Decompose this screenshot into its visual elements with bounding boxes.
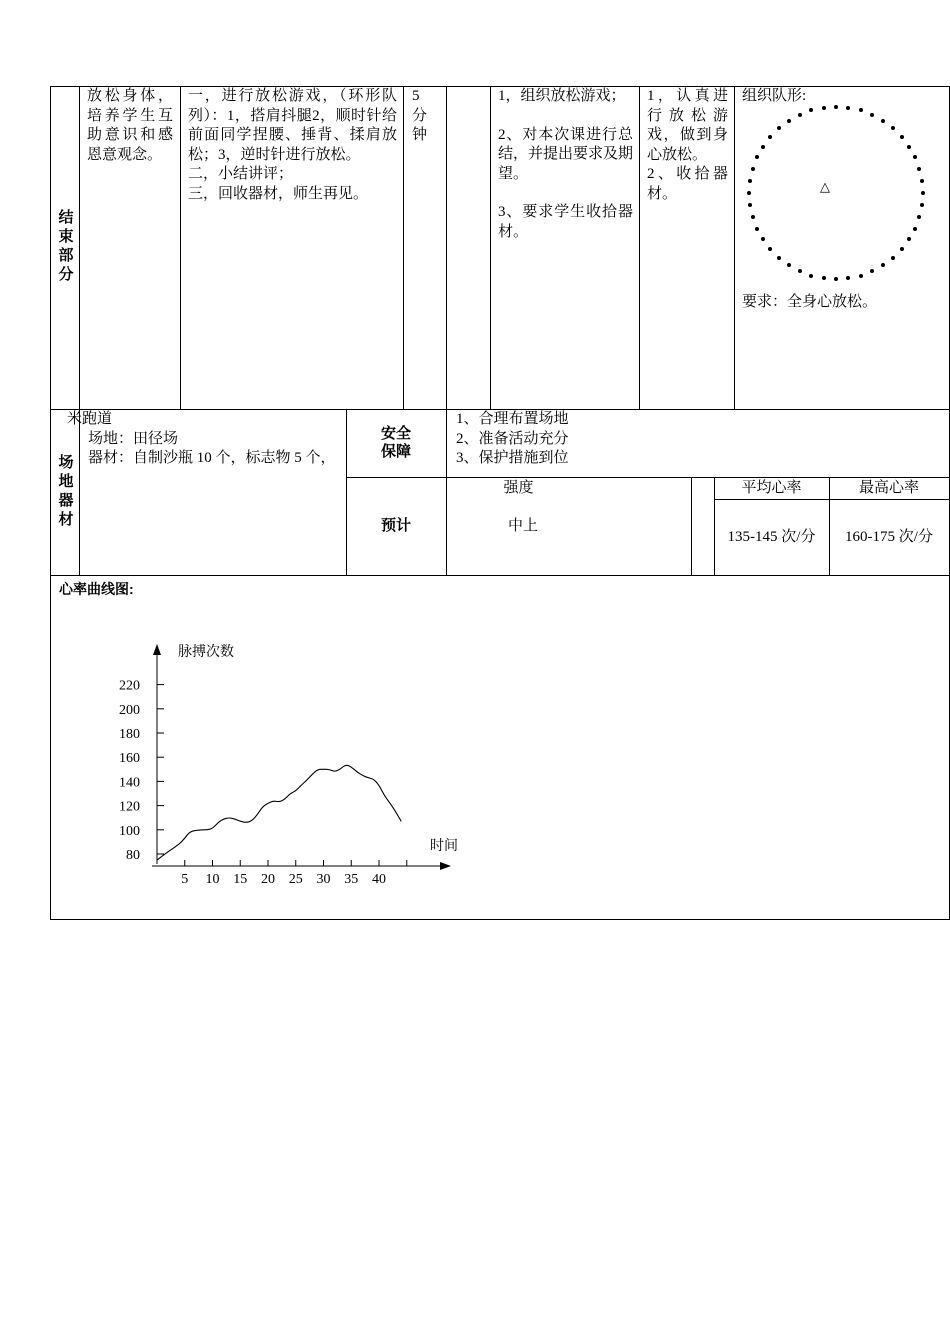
student-dot xyxy=(913,227,917,231)
student-dot xyxy=(755,155,759,159)
y-tick-label: 200 xyxy=(119,702,140,718)
student-dot xyxy=(870,269,874,273)
teacher-marker-icon: △ xyxy=(820,180,830,195)
student-dot xyxy=(777,256,781,260)
venue-section-label: 场地器材 xyxy=(58,455,74,528)
heart-rate-title: 心率曲线图: xyxy=(59,581,134,597)
circle-formation xyxy=(736,100,936,295)
x-tick-label: 30 xyxy=(316,872,331,887)
forecast-label: 预计 xyxy=(380,518,411,534)
ending-content-line: 二，小结讲评； xyxy=(188,166,294,182)
intensity-header: 强度 xyxy=(503,480,534,496)
ending-time: 5分钟 xyxy=(412,88,428,143)
y-tick-label: 100 xyxy=(119,823,140,839)
student-dot xyxy=(891,126,895,130)
student-dot xyxy=(798,113,802,117)
safety-item: 2、准备活动充分 xyxy=(456,430,569,447)
student-dot xyxy=(881,119,885,123)
student-dot xyxy=(822,276,826,280)
y-tick-label: 120 xyxy=(119,799,140,815)
y-tick-label: 180 xyxy=(119,727,140,742)
student-dot xyxy=(859,108,863,112)
student-dot xyxy=(907,237,911,241)
student-dot xyxy=(751,167,755,171)
formation-title: 组织队形: xyxy=(742,88,807,104)
student-dot xyxy=(881,263,885,267)
max-hr-header: 最高心率 xyxy=(858,480,919,496)
x-tick-label: 15 xyxy=(233,872,248,887)
student-dot xyxy=(891,256,895,260)
safety-label: 安全保障 xyxy=(380,426,411,460)
student-item: 2、收拾器材。 xyxy=(647,166,728,202)
heart-rate-chart xyxy=(100,636,520,896)
student-dot xyxy=(900,247,904,251)
intensity-value: 中上 xyxy=(507,518,538,534)
ending-section-label: 结束部分 xyxy=(58,210,74,283)
student-dot xyxy=(870,113,874,117)
x-tick-label: 20 xyxy=(261,872,275,887)
student-dot xyxy=(777,126,781,130)
student-dot xyxy=(761,237,765,241)
avg-hr-header: 平均心率 xyxy=(741,480,802,496)
student-dot xyxy=(748,179,752,183)
student-dot xyxy=(755,227,759,231)
y-tick-label: 160 xyxy=(119,751,140,767)
student-dot xyxy=(748,203,752,207)
heart-rate-series-line xyxy=(157,765,401,860)
student-dot xyxy=(809,274,813,278)
ending-goal: 放松身体，培养学生互助意识和感恩意观念。 xyxy=(87,88,173,163)
student-dot xyxy=(822,106,826,110)
safety-item: 1、合理布置场地 xyxy=(456,411,569,427)
ending-teacher xyxy=(498,87,633,242)
ending-content xyxy=(188,87,397,204)
ending-content-line: 一，进行放松游戏，（环形队列）：1，搭肩抖腿2，顺时针给前面同学捏腰、捶背、揉肩放松；3，逆时针进行放松。 xyxy=(188,88,397,163)
student-dot xyxy=(900,135,904,139)
venue-line: 器材：自制沙瓶 10 个，标志物 5 个， xyxy=(88,450,336,466)
x-axis-arrow-icon xyxy=(440,862,451,870)
student-dot xyxy=(834,105,838,109)
avg-hr-value: 135-145 次/分 xyxy=(727,529,816,545)
student-dot xyxy=(920,203,924,207)
student-dot xyxy=(907,145,911,149)
student-item: 1，认真进行放松游戏，做到身心放松。 xyxy=(647,88,728,163)
student-dot xyxy=(787,263,791,267)
student-dot xyxy=(751,215,755,219)
teacher-item: 3、要求学生收拾器材。 xyxy=(498,204,633,240)
y-axis-label: 脉搏次数 xyxy=(178,645,234,660)
x-tick-label: 40 xyxy=(372,872,386,887)
x-tick-label: 10 xyxy=(205,872,220,887)
x-tick-label: 5 xyxy=(181,872,189,887)
venue-line: 场地：田径场 xyxy=(88,431,179,447)
student-dot xyxy=(834,277,838,281)
safety-list xyxy=(456,410,569,469)
safety-item: 3、保护措施到位 xyxy=(456,450,569,466)
student-dot xyxy=(921,191,925,195)
x-axis-label: 时间 xyxy=(430,839,458,854)
student-dot xyxy=(913,155,917,159)
student-dot xyxy=(859,274,863,278)
student-dot xyxy=(761,145,765,149)
student-dot xyxy=(917,215,921,219)
y-tick-label: 140 xyxy=(119,775,140,791)
formation-requirement: 要求：全身心放松。 xyxy=(742,294,878,310)
ending-content-line: 三，回收器材，师生再见。 xyxy=(188,185,369,202)
x-tick-label: 25 xyxy=(288,872,303,887)
y-tick-label: 80 xyxy=(126,848,140,863)
student-dot xyxy=(768,135,772,139)
y-axis-arrow-icon xyxy=(153,644,161,655)
student-dot xyxy=(747,191,751,195)
student-dot xyxy=(787,119,791,123)
teacher-item: 1，组织放松游戏； xyxy=(498,88,626,104)
venue-line: 米跑道 xyxy=(67,411,113,427)
student-dot xyxy=(846,276,850,280)
teacher-item: 2、对本次课进行总结，并提出要求及期望。 xyxy=(498,126,634,182)
x-tick-label: 35 xyxy=(344,872,359,887)
max-hr-value: 160-175 次/分 xyxy=(845,529,933,545)
student-dot xyxy=(809,108,813,112)
ending-student xyxy=(647,87,728,204)
student-dot xyxy=(798,269,802,273)
student-dot xyxy=(917,167,921,171)
student-dot xyxy=(846,106,850,110)
y-tick-label: 220 xyxy=(119,678,140,694)
student-dot xyxy=(768,247,772,251)
student-dot xyxy=(920,179,924,183)
